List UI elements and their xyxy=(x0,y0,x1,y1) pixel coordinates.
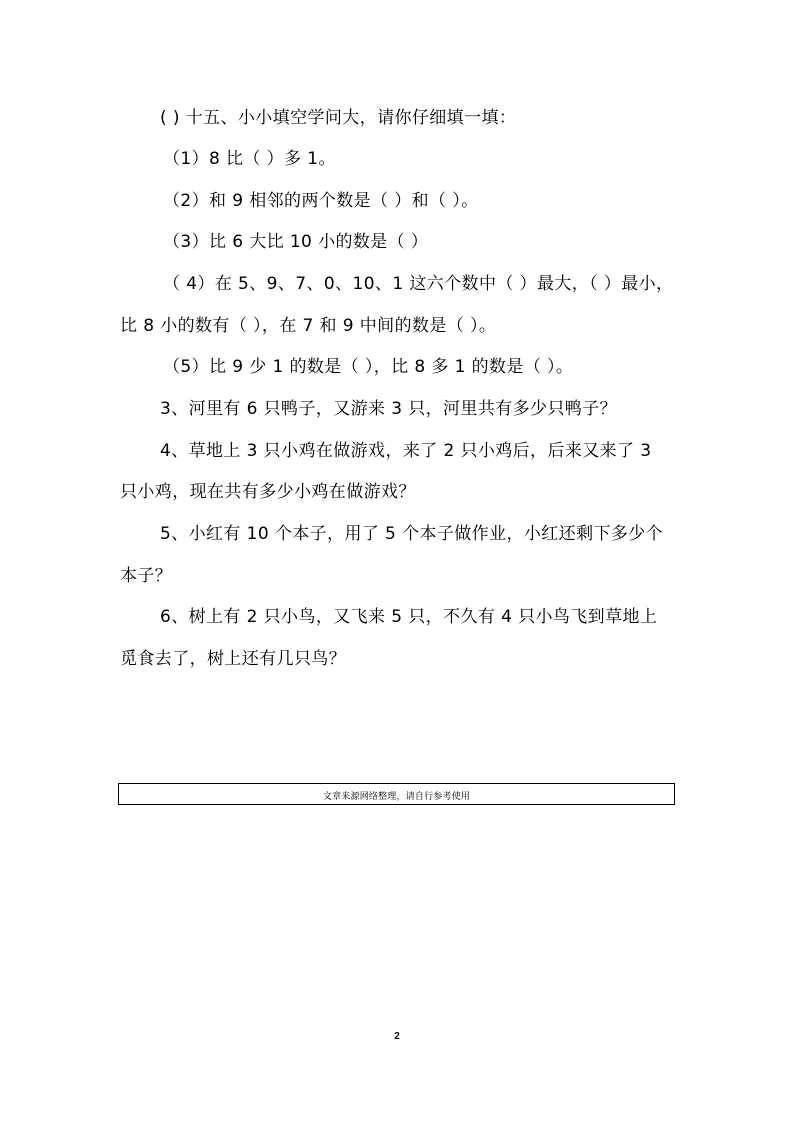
question-3: （3）比 6 大比 10 小的数是（ ） xyxy=(163,232,429,252)
question-4-line-1: （ 4）在 5、9、7、0、10、1 这六个数中（ ）最大，（ ）最小， xyxy=(163,274,674,294)
question-5: （5）比 9 少 1 的数是（ ），比 8 多 1 的数是（ ）。 xyxy=(163,357,574,377)
word-problem-3: 3、河里有 6 只鸭子，又游来 3 只，河里共有多少只鸭子？ xyxy=(160,399,618,419)
section-heading-fill-in-blanks: ( ) 十五、小小填空学问大，请你仔细填一填： xyxy=(160,108,517,128)
question-2: （2）和 9 相邻的两个数是（ ）和（ ）。 xyxy=(163,191,479,211)
word-problem-4-line-1: 4、草地上 3 只小鸡在做游戏，来了 2 只小鸡后，后来又来了 3 xyxy=(160,441,652,461)
question-1: （1）8 比（ ）多 1。 xyxy=(163,149,336,169)
word-problem-5-line-1: 5、小红有 10 个本子，用了 5 个本子做作业，小红还剩下多少个 xyxy=(160,524,664,544)
word-problem-6-line-2: 觅食去了，树上还有几只鸟？ xyxy=(120,649,347,669)
word-problem-4-line-2: 只小鸡，现在共有多少小鸡在做游戏？ xyxy=(120,482,416,502)
question-4-line-2: 比 8 小的数有（ ），在 7 和 9 中间的数是（ ）。 xyxy=(120,316,497,336)
footer-note-box xyxy=(118,783,675,805)
word-problem-5-line-2: 本子？ xyxy=(120,566,173,586)
footer-note: 文章来源网络整理，请自行参考使用 xyxy=(322,792,471,802)
page-number: 2 xyxy=(394,1031,400,1042)
word-problem-6-line-1: 6、树上有 2 只小鸟，又飞来 5 只，不久有 4 只小鸟飞到草地上 xyxy=(160,607,658,627)
